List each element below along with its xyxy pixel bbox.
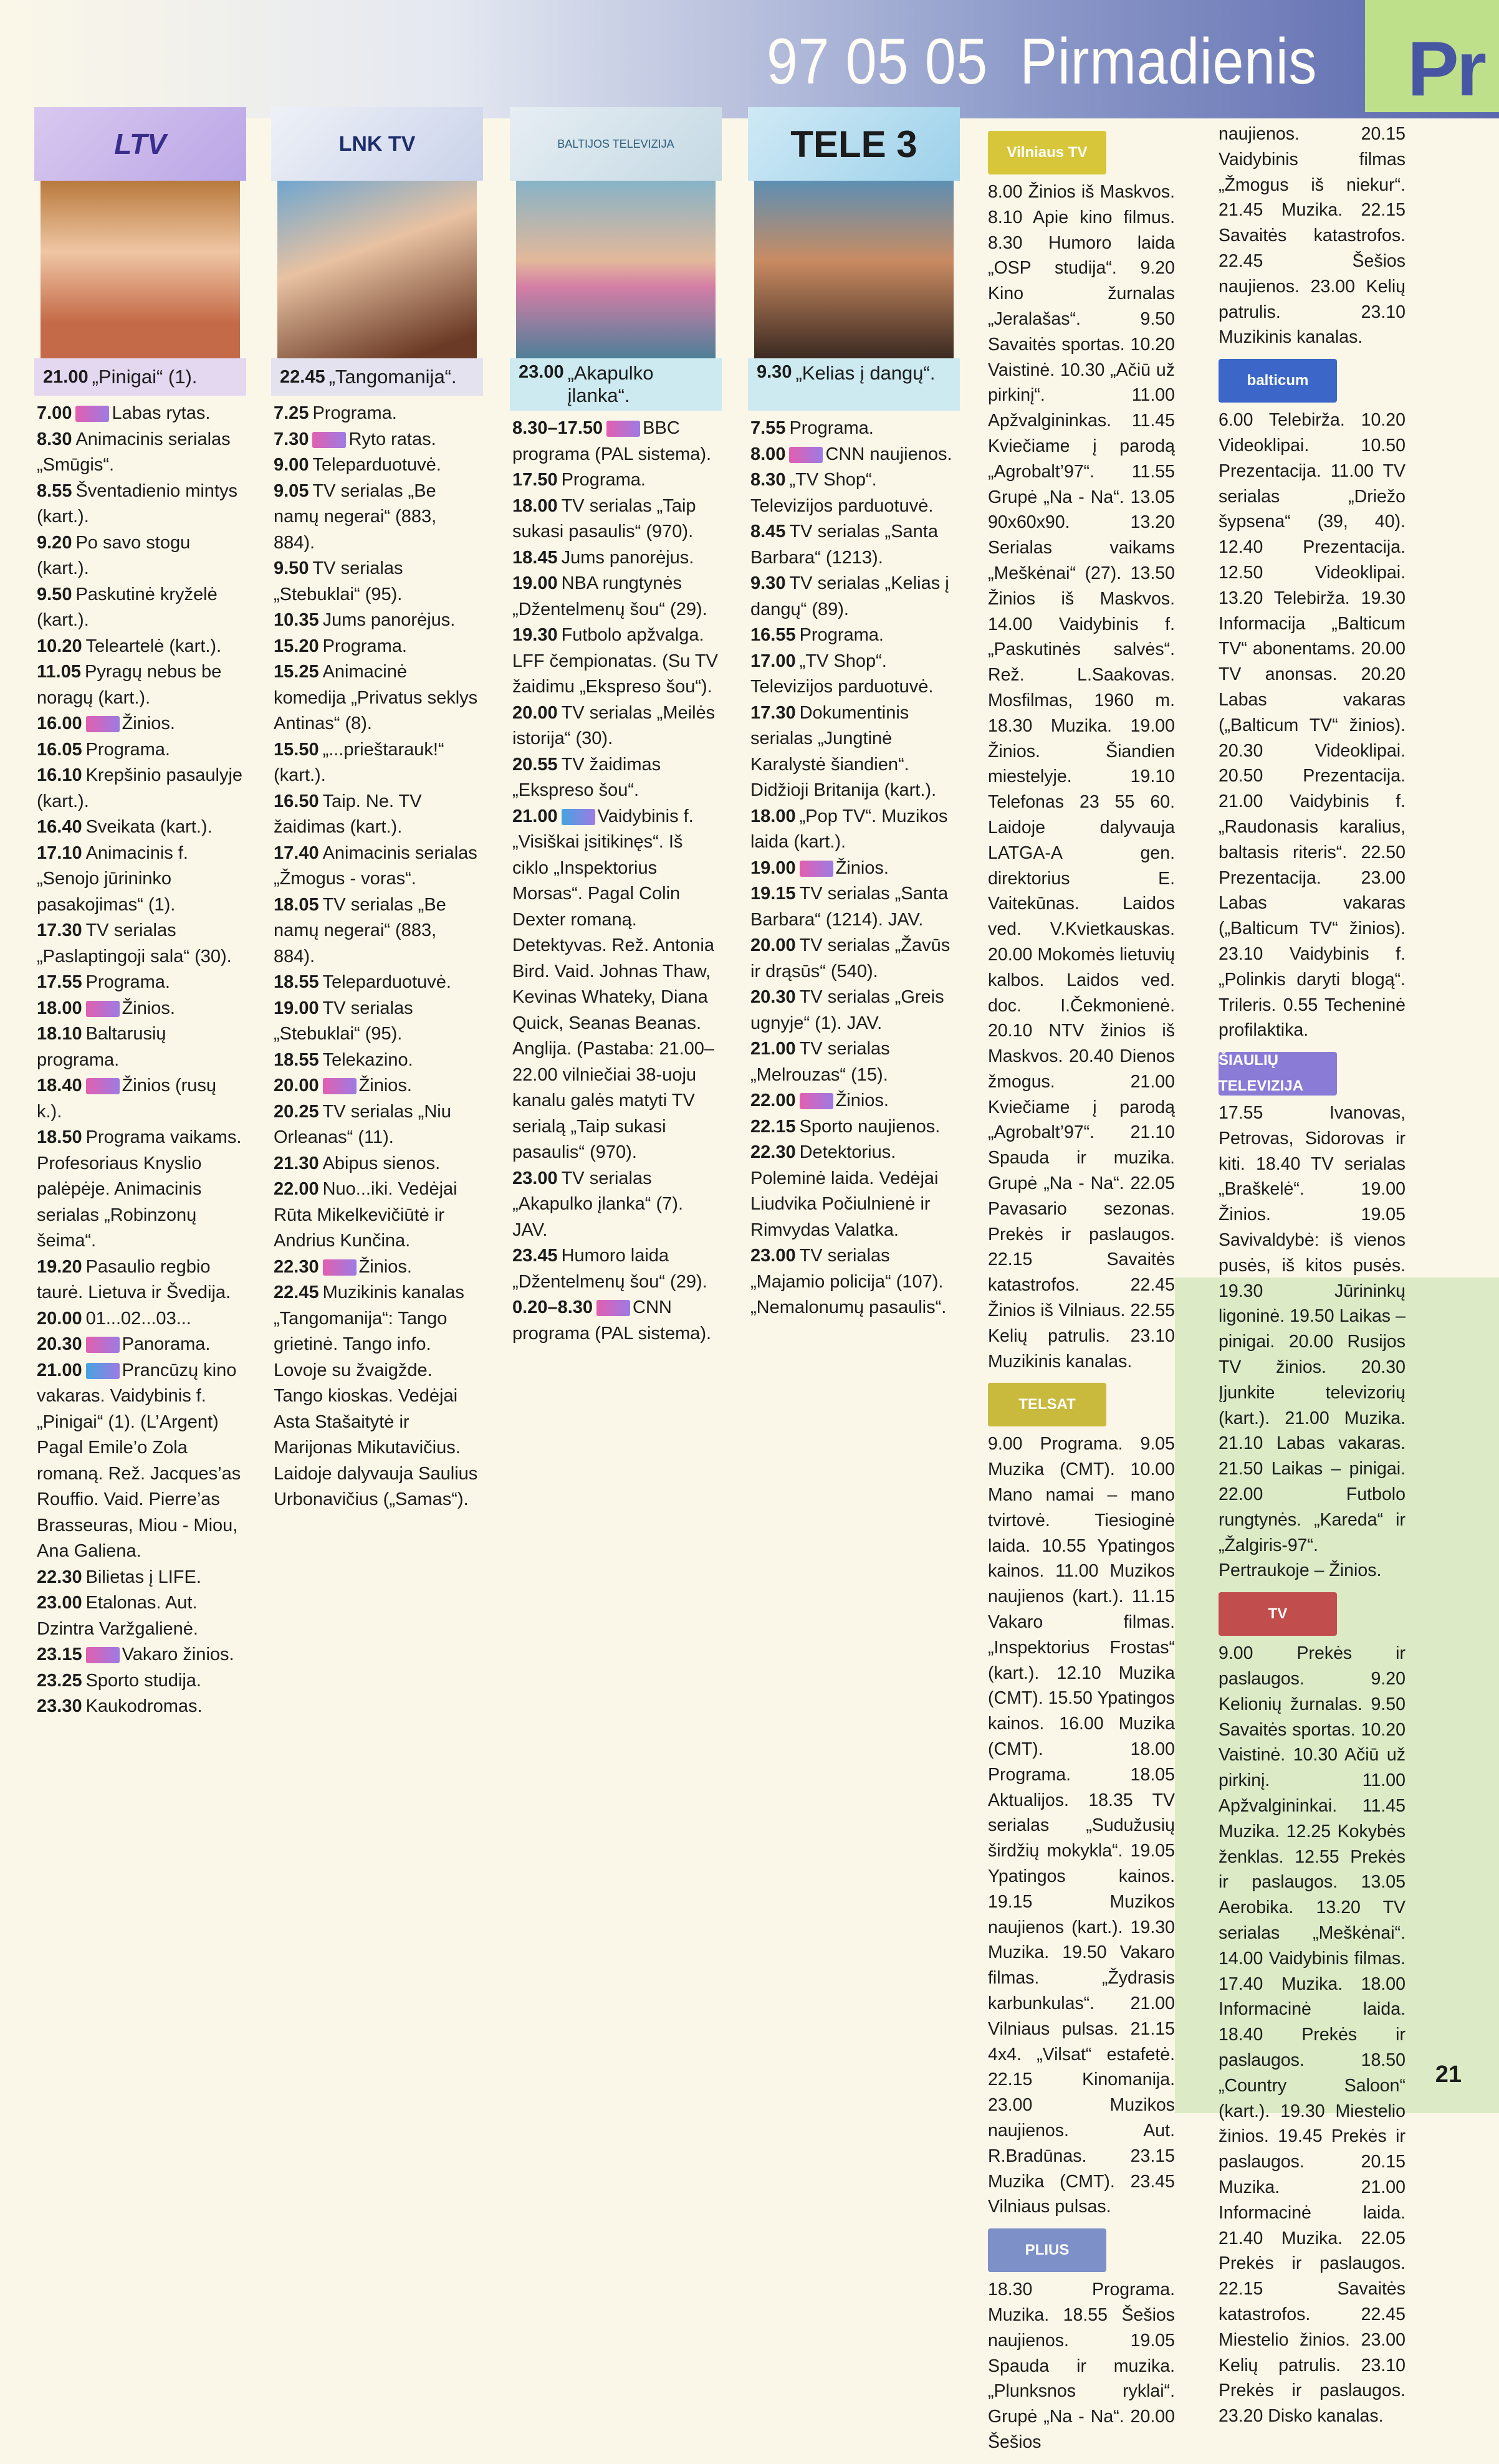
entry-title: Prancūzų kino vakaras. Vaidybinis f. „Pinigai“ (1). (L’Argent) Pagal Emile’o Zola romaną. Rež. Jacques’as Rouffio. Vaid. Pierre’as Brasseuras, Miou - Miou, Ana Galiena. xyxy=(37,1360,241,1561)
entry-title: Sporto naujienos. xyxy=(799,1116,941,1137)
entry-time: 16.40 xyxy=(37,817,82,837)
regional-schedule-text: 9.00 Prekės ir paslaugos. 9.20 Kelionių žurnalas. 9.50 Savaitės sportas. 10.20 Vaistinė. 10.30 Ačiū už pirkinį. 11.00 Apžvalgininkai. 11.45 Muzika. 12.25 Kokybės ženklas. 12.55 Prekės ir paslaugos. 13.05 Aerobika. 13.20 TV serialas „Meškėnai“. 14.00 Vaidybinis filmas. 17.40 Muzika. 18.00 Informacinė laida. 18.40 Prekės ir paslaugos. 18.50 „Country Saloon“ (kart.). 19.30 Miestelio žinios. 19.45 Prekės ir paslaugos. 20.15 Muzika. 21.00 Informacinė laida. 21.40 Muzika. 22.05 Prekės ir paslaugos. 22.15 Savaitės katastrofos. 22.45 Miestelio žinios. 23.00 Kelių patrulis. 23.10 Prekės ir paslaugos. 23.20 Disko kanalas. xyxy=(1219,1643,1406,2427)
entry-title: TV serialas „Paslaptingoji sala“ (30). xyxy=(37,920,232,967)
entry-time: 9.05 xyxy=(274,480,309,501)
entry-time: 21.00 xyxy=(512,806,558,826)
entry-title: Teleparduotuvė. xyxy=(322,972,451,992)
entry-time: 9.50 xyxy=(274,558,309,578)
entry-time: 7.25 xyxy=(274,403,309,423)
entry-title: TV serialas „Meilės istorija“ (30). xyxy=(512,702,716,748)
entry-time: 9.30 xyxy=(750,573,786,593)
entry-title: Vakaro žinios. xyxy=(122,1645,234,1664)
schedule-entry xyxy=(512,1295,719,1347)
entry-time: 19.00 xyxy=(512,573,558,593)
entry-title: Po savo stogu (kart.). xyxy=(37,532,191,578)
entry-title: TV serialas „Akapulko įlanka“ (7). JAV. xyxy=(512,1168,683,1240)
news-icon xyxy=(86,716,120,732)
entry-time: 19.00 xyxy=(274,998,319,1018)
schedule-entry xyxy=(37,530,244,582)
schedule-entry xyxy=(274,1048,481,1074)
schedule-entry xyxy=(750,804,957,856)
entry-time: 17.10 xyxy=(37,843,82,863)
schedule-entry xyxy=(512,416,719,467)
entry-title: Jums panorėjus. xyxy=(322,610,456,630)
entry-title: Jums panorėjus. xyxy=(561,547,694,568)
entry-time: 19.30 xyxy=(512,625,558,645)
channel-logo: ŠIAULIŲ TELEVIZIJA xyxy=(1219,1052,1337,1096)
regional-schedule-text: 9.00 Programa. 9.05 Muzika (CMT). 10.00 Mano namai – mano tvirtovė. Tiesioginė laida. 10.55 Ypatingos kainos. 11.00 Muzikos naujienos (kart.). 11.15 Vakaro filmas. „Inspektorius Frostas“ (kart.). 12.10 Muzika (CMT). 15.50 Ypatingos kainos. 16.00 Muzika (CMT). 18.00 Programa. 18.05 Aktualijos. 18.35 TV serialas „Sudužusių širdžių mokykla“. 19.05 Ypatingos kainos. 19.15 Muzikos naujienos (kart.). 19.30 Muzika. 19.50 Vakaro filmas. „Žydrasis karbunkulas“. 21.00 Vilniaus pulsas. 21.15 4x4. „Vilsat“ estafetė. 22.15 Kinomanija. 23.00 Muzikos naujienos. Aut. R.Bradūnas. 23.15 Muzika (CMT). 23.45 Vilniaus pulsas. xyxy=(988,1434,1175,2217)
entry-time: 23.00 xyxy=(750,1246,796,1266)
news-icon xyxy=(789,447,823,463)
entry-time: 23.45 xyxy=(512,1246,558,1266)
schedule-entry xyxy=(274,452,481,479)
schedule-entry xyxy=(37,1565,244,1591)
entry-time: 11.05 xyxy=(37,662,81,682)
entry-title: Sveikata (kart.). xyxy=(85,817,213,837)
news-icon xyxy=(800,1093,833,1109)
schedule-entry xyxy=(512,700,719,752)
channel-logo: TELSAT xyxy=(988,1383,1106,1426)
entry-time: 22.30 xyxy=(37,1567,82,1587)
entry-time: 20.00 xyxy=(274,1076,319,1096)
news-icon xyxy=(312,432,346,448)
entry-time: 17.30 xyxy=(37,920,82,940)
entry-time: 9.20 xyxy=(37,532,72,553)
entry-title: Humoro laida „Džentelmenų šou“ (29). xyxy=(512,1246,707,1292)
entry-time: 22.30 xyxy=(274,1256,319,1277)
entry-time: 16.00 xyxy=(37,714,82,733)
entry-time: 18.00 xyxy=(750,806,796,826)
entry-title: Krepšinio pasaulyje (kart.). xyxy=(37,765,243,811)
entry-time: 9.50 xyxy=(37,584,72,604)
regional-schedule-text: 6.00 Telebirža. 10.20 Videoklipai. 10.50 Prezentacija. 11.00 TV serialas „Driežo šypsena“ (39, 40). 12.40 Prezentacija. 12.50 Videoklipai. 13.20 Telebirža. 19.30 Informacija „Balticum TV“ abonentams. 20.00 TV anonsas. 20.20 Labas vakaras („Balticum TV“ žinios). 20.30 Videoklipai. 20.50 Prezentacija. 21.00 Vaidybinis f. „Raudonasis karalius, baltasis riteris“. 22.50 Prezentacija. 23.00 Labas vakaras („Balticum TV“ žinios). 23.10 Vaidybinis f. „Polinkis daryti blogą“. Trileris. 0.55 Techeninė profilaktika. xyxy=(1219,410,1406,1041)
schedule-entry xyxy=(750,856,957,882)
entry-title: TV serialas „Santa Barbara“ (1214). JAV. xyxy=(750,884,949,930)
entry-title: Pyragų nebus be noragų (kart.). xyxy=(37,662,222,708)
channel-photo xyxy=(754,181,954,358)
schedule-entry xyxy=(512,804,719,1166)
entry-title: Programa. xyxy=(789,418,874,438)
entry-title: Žinios. xyxy=(122,998,175,1018)
entry-title: Baltarusių programa. xyxy=(37,1024,166,1070)
schedule-entry xyxy=(37,918,244,970)
schedule-entry xyxy=(274,841,481,892)
schedule-entry xyxy=(512,1243,719,1295)
entry-time: 15.50 xyxy=(274,739,319,760)
schedule-entry xyxy=(37,1125,244,1254)
channel-logo: PLIUS xyxy=(988,2228,1106,2272)
entry-time: 0.20–8.30 xyxy=(512,1297,593,1317)
entry-title: Žinios. xyxy=(358,1076,412,1096)
news-icon xyxy=(323,1078,357,1094)
schedule-list xyxy=(510,411,722,1347)
entry-title: Šventadienio mintys (kart.). xyxy=(37,480,237,527)
news-icon xyxy=(75,406,109,422)
entry-title: Programa. xyxy=(85,972,170,992)
entry-time: 23.30 xyxy=(37,1696,82,1716)
entry-title: TV serialas „Niu Orleanas“ (11). xyxy=(274,1101,451,1147)
entry-title: „TV Shop“. Televizijos parduotuvė. xyxy=(750,651,934,697)
schedule-list xyxy=(34,396,246,1720)
schedule-entry xyxy=(274,608,481,634)
schedule-entry xyxy=(750,571,957,623)
entry-title: Programa. xyxy=(561,470,646,490)
regional-schedule-text: 17.55 Ivanovas, Petrovas, Sidorovas ir kiti. 18.40 TV serialas „Braškelė“. 19.00 Žinios. 19.05 Savivaldybė: iš vienos pusės, iš kitos pusės. 19.30 Jūrininkų ligoninė. 19.50 Laikas – pinigai. 20.00 Rusijos TV žinios. 20.30 Įjunkite televizorių (kart.). 21.00 Muzika. 21.10 Labas vakaras. 21.50 Laikas – pinigai. 22.00 Futbolo rungtynės. „Kareda“ ir „Žalgiris-97“. Pertraukoje – Žinios. xyxy=(1219,1103,1406,1581)
entry-title: TV serialas „Kelias į dangų“ (89). xyxy=(750,573,949,619)
entry-title: Detektorius. Poleminė laida. Vedėjai Liudvika Počiulnienė ir Rimvydas Valatka. xyxy=(750,1142,939,1240)
schedule-entry xyxy=(37,1590,244,1642)
entry-time: 18.55 xyxy=(274,1049,319,1070)
schedule-entry xyxy=(37,814,244,841)
entry-title: „...prieštarauk!“ (kart.). xyxy=(274,739,444,785)
highlight-strip: 21.00 „Pinigai“ (1). xyxy=(34,358,246,396)
entry-time: 9.00 xyxy=(274,455,309,475)
entry-time: 20.00 xyxy=(512,702,558,723)
regional-schedule-text: 8.00 Žinios iš Maskvos. 8.10 Apie kino filmus. 8.30 Humoro laida „OSP studija“. 9.20 Kino žurnalas „Jeralašas“. 9.50 Savaitės sportas. 10.20 Vaistinė. 10.30 „Ačiū už pirkinį“. 11.00 Apžvalgininkas. 11.45 Kviečiame į parodą „Agrobalt’97“. 11.55 Grupė „Na - Na“. 13.05 90x60x90. 13.20 Serialas vaikams „Meškėnai“ (27). 13.50 Žinios iš Maskvos. 14.00 Vaidybinis f. „Paskutinės salvės“. Rež. L.Saakovas. Mosfilmas, 1960 m. 18.30 Muzika. 19.00 Žinios. Šiandien miestelyje. 19.10 Telefonas 23 55 60. Laidoje dalyvauja LATGA-A gen. direktorius E. Vaitekūnas. Laidos ved. V.Kvietkauskas. 20.00 Mokomės lietuvių kalbos. Laidos ved. doc. I.Čekmonienė. 20.10 NTV žinios iš Maskvos. 20.40 Dienos žmogus. 21.00 Kviečiame į parodą „Agrobalt’97“. 21.10 Spauda ir muzika. Grupė „Na - Na“. 22.05 Pavasario sezonas. Prekės ir paslaugos. 22.15 Savaitės katastrofos. 22.45 Žinios iš Vilniaus. 22.55 Kelių patrulis. 23.10 Muzikinis kanalas. xyxy=(988,182,1175,1372)
channel-photo xyxy=(277,181,477,358)
schedule-entry xyxy=(274,892,481,970)
entry-title: CNN programa (PAL sistema). xyxy=(512,1297,712,1344)
news-icon xyxy=(86,1078,120,1094)
entry-time: 19.00 xyxy=(750,857,796,878)
schedule-entry xyxy=(37,996,244,1022)
channel-logo: balticum xyxy=(1219,359,1337,403)
schedule-entry xyxy=(37,763,244,814)
entry-title: TV serialas „Majamio policija“ (107). „Nemalonumų pasaulis“. xyxy=(750,1246,947,1317)
channel-column-baltijos xyxy=(510,107,722,1347)
entry-time: 23.00 xyxy=(37,1593,82,1613)
regional-schedule-text: 18.30 Programa. Muzika. 18.55 Šešios naujienos. 19.05 Spauda ir muzika. „Plunksnos ryklai“. Grupė „Na - Na“. 20.00 Šešios xyxy=(988,2280,1175,2452)
schedule-entry xyxy=(274,1073,481,1099)
entry-time: 20.00 xyxy=(750,935,796,955)
schedule-entry xyxy=(274,1099,481,1151)
schedule-entry xyxy=(274,996,481,1048)
schedule-entry xyxy=(750,881,957,933)
entry-title: Žinios (rusų k.). xyxy=(37,1076,217,1122)
schedule-entry xyxy=(750,442,957,468)
schedule-entry xyxy=(750,700,957,804)
schedule-entry xyxy=(512,545,719,571)
entry-title: Telekazino. xyxy=(322,1049,413,1070)
schedule-entry xyxy=(750,649,957,700)
entry-time: 18.00 xyxy=(512,495,558,516)
entry-time: 20.30 xyxy=(750,987,796,1007)
regional-schedule-text: naujienos. 20.15 Vaidybinis filmas „Žmogus iš niekur“. 21.45 Muzika. 22.15 Savaitės katastrofos. 22.45 Šešios naujienos. 23.00 Kelių patrulis. 23.10 Muzikinis kanalas. xyxy=(1219,124,1406,348)
schedule-entry xyxy=(274,737,481,789)
entry-title: Animacinis serialas „Žmogus - voras“. xyxy=(274,843,477,889)
schedule-entry xyxy=(37,841,244,919)
schedule-entry xyxy=(37,1254,244,1306)
channel-column-lnk xyxy=(271,107,483,1513)
schedule-entry xyxy=(750,623,957,649)
entry-title: Žinios. xyxy=(835,1091,889,1110)
schedule-entry xyxy=(512,571,719,623)
schedule-entry xyxy=(750,1114,957,1140)
film-icon xyxy=(562,809,595,825)
entry-title: Bilietas į LIFE. xyxy=(85,1567,201,1587)
schedule-entry xyxy=(37,711,244,737)
entry-title: Programa. xyxy=(322,636,407,656)
news-icon xyxy=(800,861,833,877)
entry-title: TV serialas „Be namų negerai“ (883, 884). xyxy=(274,480,437,553)
entry-time: 16.55 xyxy=(750,625,796,645)
highlight-strip: 23.00 „Akapulko įlanka“. xyxy=(510,358,722,411)
entry-title: Teleartelė (kart.). xyxy=(85,636,222,656)
channel-photo xyxy=(41,181,240,358)
entry-title: Animacinis serialas „Smūgis“. xyxy=(37,429,231,475)
schedule-entry xyxy=(37,1694,244,1720)
entry-title: TV serialas „Greis ugnyje“ (1). JAV. xyxy=(750,987,944,1033)
entry-title: Etalonas. Aut. Dzintra Varžgalienė. xyxy=(37,1593,198,1639)
entry-time: 8.30 xyxy=(750,470,786,490)
entry-time: 21.00 xyxy=(37,1360,82,1380)
schedule-entry xyxy=(512,467,719,494)
entry-title: Žinios. xyxy=(835,857,889,878)
entry-title: Programa. xyxy=(799,625,884,645)
entry-time: 20.25 xyxy=(274,1101,319,1122)
entry-time: 7.00 xyxy=(37,403,72,423)
page-number: 21 xyxy=(1435,2061,1462,2088)
schedule-entry xyxy=(512,752,719,804)
entry-time: 17.00 xyxy=(750,651,796,671)
schedule-entry xyxy=(37,634,244,660)
entry-title: Pasaulio regbio taurė. Lietuva ir Švedija. xyxy=(37,1256,231,1302)
entry-title: Taip. Ne. TV žaidimas (kart.). xyxy=(274,791,422,837)
highlight-strip: 22.45 „Tangomanija“. xyxy=(271,358,483,396)
schedule-list xyxy=(748,411,960,1321)
entry-time: 21.30 xyxy=(274,1153,319,1173)
entry-title: Dokumentinis serialas „Jungtinė Karalystė šiandien“. Didžioji Britanija (kart.). xyxy=(750,702,937,800)
schedule-entry xyxy=(274,1254,481,1281)
entry-title: 01...02...03... xyxy=(85,1308,191,1329)
schedule-entry xyxy=(750,1243,957,1321)
entry-time: 23.15 xyxy=(37,1645,82,1664)
entry-title: CNN naujienos. xyxy=(825,444,952,464)
lnk-logo: LNK TV xyxy=(271,107,483,181)
entry-time: 20.55 xyxy=(512,754,558,775)
schedule-entry xyxy=(274,1177,481,1254)
schedule-entry xyxy=(512,623,719,700)
entry-time: 10.35 xyxy=(274,610,319,630)
news-icon xyxy=(606,421,640,437)
schedule-entry xyxy=(274,970,481,996)
schedule-entry xyxy=(750,1036,957,1088)
day-tab: Pr xyxy=(1407,26,1484,112)
entry-title: TV serialas „Taip sukasi pasaulis“ (970). xyxy=(512,495,696,542)
regional-column-b xyxy=(1219,122,1406,2438)
baltijos-logo: BALTIJOS TELEVIZIJA xyxy=(510,107,722,181)
schedule-entry xyxy=(37,479,244,530)
ltv-logo: LTV xyxy=(34,107,246,181)
entry-title: TV serialas „Santa Barbara“ (1213). xyxy=(750,522,938,568)
schedule-list xyxy=(271,396,483,1513)
channel-photo xyxy=(516,181,716,358)
entry-time: 8.30–17.50 xyxy=(512,418,603,438)
entry-title: Vaidybinis f. „Visiškai įsitikinęs“. Iš ciklo „Inspektorius Morsas“. Pagal Colin Dexter romaną. Detektyvas. Rež. Antonia Bird. Vaid. Johnas Thaw, Kevinas Whateky, Diana Quick, Seanas Beanas. Anglija. (Pastaba: 21.00–22.00 vilniečiai 38-uoju kanalu galės matyti TV serialą „Taip sukasi pasaulis“ (970). xyxy=(512,806,715,1162)
schedule-entry xyxy=(37,427,244,479)
entry-time: 15.25 xyxy=(274,662,319,682)
schedule-entry xyxy=(750,416,957,442)
entry-title: TV serialas „Žavūs ir drąsūs“ (540). xyxy=(750,935,951,981)
schedule-entry xyxy=(37,1073,244,1125)
entry-time: 20.30 xyxy=(37,1334,82,1354)
schedule-entry xyxy=(37,659,244,711)
entry-title: Nuo...iki. Vedėjai Rūta Mikelkevičiūtė ir Andrius Kunčina. xyxy=(274,1179,457,1251)
schedule-entry xyxy=(37,1332,244,1358)
entry-time: 8.45 xyxy=(750,522,786,542)
entry-time: 19.15 xyxy=(750,884,796,904)
news-icon xyxy=(86,1647,120,1663)
entry-title: Ryto ratas. xyxy=(348,429,436,449)
entry-title: TV serialas „Stebuklai“ (95). xyxy=(274,558,403,604)
entry-title: Muzikinis kanalas „Tangomanija“: Tango grietinė. Tango info. Lovoje su žvaigžde. Tango kioskas. Vedėjai Asta Stašaitytė ir Marijonas Mikutavičius. Laidoje dalyvauja Saulius Urbonavičius („Samas“). xyxy=(274,1282,478,1509)
entry-time: 22.15 xyxy=(750,1116,796,1137)
entry-title: Abipus sienos. xyxy=(322,1153,441,1173)
schedule-entry xyxy=(512,494,719,545)
entry-title: TV serialas „Melrouzas“ (15). xyxy=(750,1039,890,1085)
entry-time: 23.00 xyxy=(512,1168,558,1188)
entry-title: Futbolo apžvalga. LFF čempionatas. (Su TV žaidimu „Ekspreso šou“). xyxy=(512,625,718,697)
entry-time: 19.20 xyxy=(37,1256,82,1277)
entry-time: 18.40 xyxy=(37,1076,82,1096)
tele3-logo: TELE 3 xyxy=(748,107,960,181)
entry-title: Žinios. xyxy=(358,1256,412,1277)
entry-time: 7.30 xyxy=(274,429,309,449)
entry-title: Žinios. xyxy=(122,714,175,733)
entry-time: 8.00 xyxy=(750,444,786,464)
entry-time: 17.30 xyxy=(750,702,796,723)
entry-title: BBC programa (PAL sistema). xyxy=(512,418,712,464)
schedule-entry xyxy=(512,1166,719,1244)
schedule-entry xyxy=(274,427,481,453)
entry-title: NBA rungtynės „Džentelmenų šou“ (29). xyxy=(512,573,707,619)
schedule-entry xyxy=(37,970,244,996)
schedule-entry xyxy=(37,1668,244,1694)
entry-time: 16.05 xyxy=(37,739,82,760)
entry-time: 21.00 xyxy=(750,1039,796,1059)
schedule-entry xyxy=(274,479,481,556)
entry-title: „TV Shop“. Televizijos parduotuvė. xyxy=(750,470,934,516)
entry-time: 17.40 xyxy=(274,843,319,863)
news-icon xyxy=(596,1300,630,1316)
schedule-entry xyxy=(274,634,481,660)
schedule-entry xyxy=(37,1306,244,1332)
entry-time: 16.10 xyxy=(37,765,82,785)
entry-time: 15.20 xyxy=(274,636,319,656)
schedule-entry xyxy=(750,519,957,571)
entry-title: Kaukodromas. xyxy=(85,1696,203,1716)
entry-title: Labas rytas. xyxy=(112,403,211,423)
news-icon xyxy=(86,1337,120,1353)
entry-time: 22.30 xyxy=(750,1142,796,1162)
entry-time: 18.10 xyxy=(37,1024,82,1044)
entry-time: 8.55 xyxy=(37,480,72,501)
entry-title: TV žaidimas „Ekspreso šou“. xyxy=(512,754,661,800)
entry-title: Animacinė komedija „Privatus seklys Antinas“ (8). xyxy=(274,662,478,733)
schedule-entry xyxy=(750,933,957,985)
entry-time: 7.55 xyxy=(750,418,786,438)
entry-time: 17.50 xyxy=(512,470,558,490)
entry-time: 22.45 xyxy=(274,1282,319,1302)
entry-title: Paskutinė kryželė (kart.). xyxy=(37,584,218,630)
entry-time: 18.45 xyxy=(512,547,558,568)
entry-time: 23.25 xyxy=(37,1670,82,1691)
entry-title: Animacinis f. „Senojo jūrininko pasakojimas“ (1). xyxy=(37,843,188,915)
schedule-entry xyxy=(37,737,244,763)
entry-title: Programa. xyxy=(312,403,397,423)
news-icon xyxy=(86,1001,120,1017)
schedule-entry xyxy=(37,582,244,634)
entry-title: „Pop TV“. Muzikos laida (kart.). xyxy=(750,806,948,852)
schedule-entry xyxy=(274,789,481,841)
news-icon xyxy=(323,1259,357,1276)
schedule-entry xyxy=(37,1021,244,1073)
schedule-entry xyxy=(274,1280,481,1513)
entry-title: Sporto studija. xyxy=(85,1670,201,1691)
entry-time: 18.05 xyxy=(274,894,319,915)
schedule-entry xyxy=(274,401,481,427)
channel-column-tele3 xyxy=(748,107,960,1321)
entry-title: Programa vaikams. Profesoriaus Knyslio palėpėje. Animacinis serialas „Robinzonų šeima“. xyxy=(37,1127,242,1251)
schedule-entry xyxy=(37,1358,244,1565)
schedule-entry xyxy=(750,1140,957,1243)
entry-time: 18.00 xyxy=(37,998,82,1018)
entry-time: 20.00 xyxy=(37,1308,82,1329)
channel-logo: Vilniaus TV xyxy=(988,131,1106,174)
entry-time: 22.00 xyxy=(274,1179,319,1199)
entry-title: Teleparduotuvė. xyxy=(312,455,441,475)
schedule-entry xyxy=(750,985,957,1036)
schedule-entry xyxy=(37,1642,244,1668)
schedule-entry xyxy=(750,467,957,519)
entry-time: 10.20 xyxy=(37,636,82,656)
entry-time: 18.55 xyxy=(274,972,319,992)
entry-time: 18.50 xyxy=(37,1127,82,1147)
schedule-entry xyxy=(750,1088,957,1114)
film-icon xyxy=(86,1363,120,1379)
entry-title: TV serialas „Stebuklai“ (95). xyxy=(274,998,413,1044)
channel-logo: TV xyxy=(1219,1592,1337,1636)
entry-time: 8.30 xyxy=(37,429,72,449)
schedule-entry xyxy=(274,556,481,608)
entry-time: 17.55 xyxy=(37,972,82,992)
schedule-entry xyxy=(274,1151,481,1177)
entry-title: TV serialas „Be namų negerai“ (883, 884). xyxy=(274,894,446,967)
highlight-strip: 9.30 „Kelias į dangų“. xyxy=(748,358,960,411)
entry-time: 22.00 xyxy=(750,1091,796,1110)
page-title: 97 05 05 Pirmadienis xyxy=(767,26,1318,98)
schedule-entry xyxy=(37,401,244,427)
entry-title: Panorama. xyxy=(122,1334,211,1354)
schedule-entry xyxy=(274,659,481,737)
channel-column-ltv xyxy=(34,107,246,1720)
entry-title: Programa. xyxy=(85,739,170,760)
entry-time: 16.50 xyxy=(274,791,319,811)
